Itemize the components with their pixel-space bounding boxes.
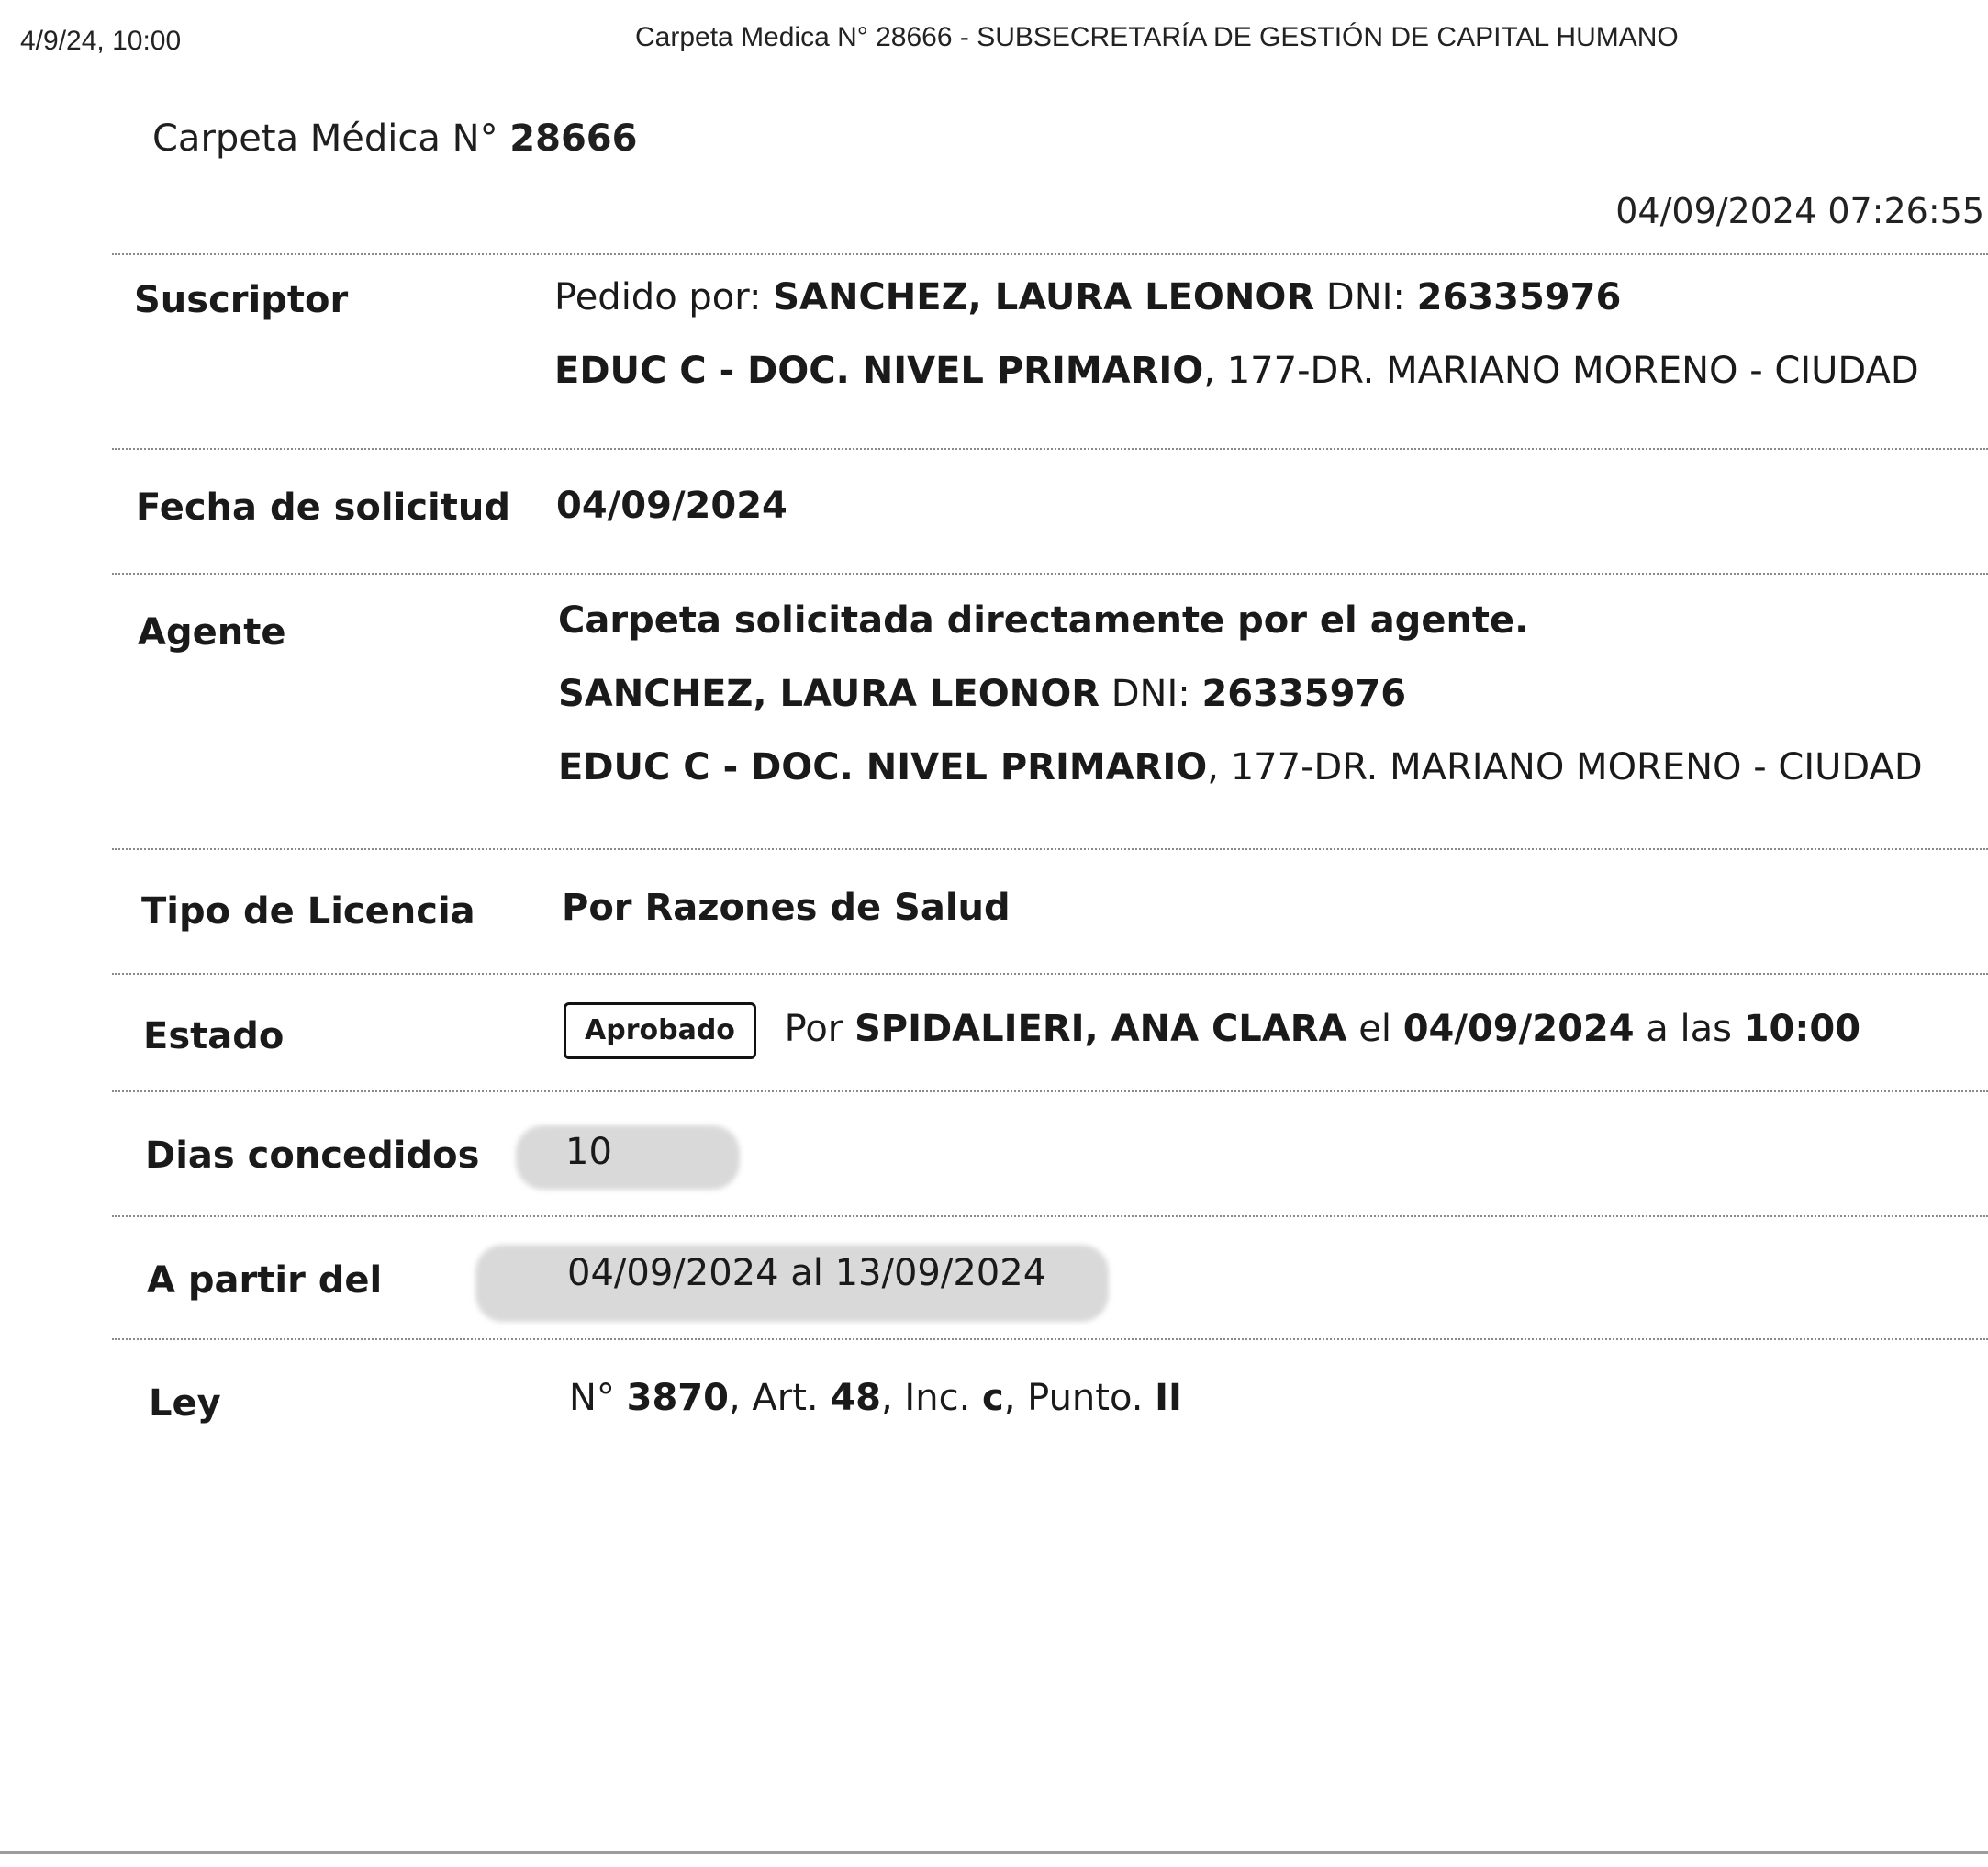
value-fecha-solicitud: 04/09/2024 [556, 485, 787, 527]
status-badge: Aprobado [564, 1002, 756, 1059]
suscriptor-school: , 177-DR. MARIANO MORENO - CIUDAD [1203, 350, 1919, 392]
dni-label: DNI: [1325, 276, 1405, 319]
row-estado [112, 973, 1988, 1090]
ley-art-label: , Art. [728, 1377, 819, 1419]
value-a-partir-del: 04/09/2024 al 13/09/2024 [567, 1252, 1047, 1294]
estado-por-label: Por [784, 1008, 843, 1050]
row-agente [112, 573, 1988, 848]
row-fecha-solicitud [112, 448, 1988, 573]
value-ley [569, 1377, 1182, 1419]
smudge [516, 1125, 740, 1190]
ley-inc-label: , Inc. [881, 1377, 971, 1419]
row-tipo-licencia [112, 848, 1988, 973]
estado-time: 10:00 [1743, 1008, 1861, 1050]
label-estado: Estado [143, 1015, 285, 1057]
print-header [20, 22, 1968, 59]
agente-dni: 26335976 [1201, 673, 1407, 715]
estado-el-label: el [1358, 1008, 1391, 1050]
estado-approver: SPIDALIERI, ANA CLARA [854, 1008, 1347, 1050]
suscriptor-name: SANCHEZ, LAURA LEONOR [773, 276, 1315, 319]
estado-date: 04/09/2024 [1402, 1008, 1635, 1050]
folder-number: 28666 [509, 117, 638, 160]
agente-name: SANCHEZ, LAURA LEONOR [558, 673, 1100, 715]
details-table [112, 253, 1988, 1448]
ley-number: 3870 [626, 1377, 729, 1419]
agente-school: , 177-DR. MARIANO MORENO - CIUDAD [1207, 746, 1923, 788]
label-fecha-solicitud: Fecha de solicitud [136, 486, 510, 529]
suscriptor-position: EDUC C - DOC. NIVEL PRIMARIO [554, 350, 1204, 392]
label-ley: Ley [149, 1382, 221, 1425]
row-suscriptor [112, 253, 1988, 448]
label-suscriptor: Suscriptor [134, 279, 349, 321]
paper-edge [0, 1851, 1988, 1854]
ley-art: 48 [830, 1377, 881, 1419]
label-a-partir-del: A partir del [147, 1259, 383, 1302]
document-timestamp: 04/09/2024 07:26:55 [1615, 191, 1984, 231]
ley-n-label: N° [569, 1377, 615, 1419]
label-agente: Agente [138, 611, 286, 654]
agente-position: EDUC C - DOC. NIVEL PRIMARIO [558, 746, 1208, 788]
print-title: Carpeta Medica N° 28666 - SUBSECRETARÍA DE GESTIÓN DE CAPITAL HUMANO [635, 22, 1679, 52]
ley-inc: c [982, 1377, 1004, 1419]
row-a-partir-del [112, 1215, 1988, 1338]
ley-punto: II [1155, 1377, 1182, 1419]
value-suscriptor [554, 261, 1919, 408]
ley-punto-label: , Punto. [1003, 1377, 1144, 1419]
estado-a-las-label: a las [1646, 1008, 1732, 1050]
row-ley [112, 1338, 1988, 1448]
value-tipo-licencia: Por Razones de Salud [562, 887, 1011, 929]
value-dias-concedidos: 10 [565, 1131, 612, 1173]
title-prefix: Carpeta Médica N° [152, 117, 498, 160]
value-estado [564, 1002, 1860, 1059]
page-title [152, 117, 637, 160]
row-dias-concedidos [112, 1090, 1988, 1215]
label-tipo-licencia: Tipo de Licencia [141, 890, 475, 933]
pedido-por-label: Pedido por: [554, 276, 762, 319]
label-dias-concedidos: Dias concedidos [145, 1135, 480, 1177]
print-date: 4/9/24, 10:00 [20, 26, 182, 56]
agente-note: Carpeta solicitada directamente por el agente. [558, 599, 1529, 642]
agente-dni-label: DNI: [1111, 673, 1190, 715]
value-agente [558, 584, 1923, 804]
suscriptor-dni: 26335976 [1416, 276, 1622, 319]
